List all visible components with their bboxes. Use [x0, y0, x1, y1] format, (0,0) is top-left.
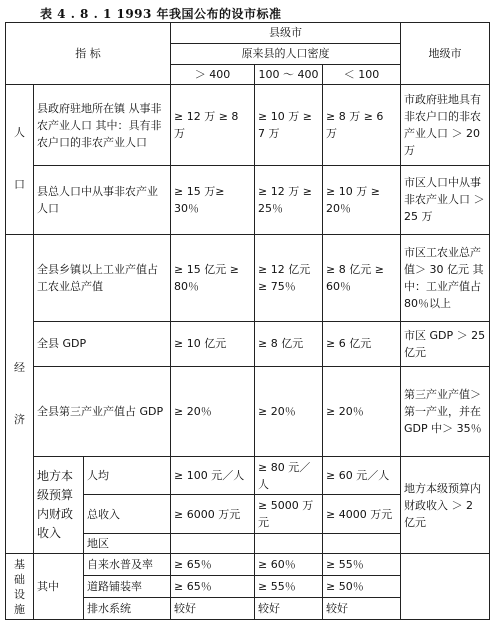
cell-col-2: ≥ 5000 万元: [255, 495, 323, 533]
cell-col-1: ≥ 6000 万元: [171, 495, 255, 533]
header-col-1: ＞ 400: [171, 64, 255, 85]
header-col-2: 100 ～ 400: [255, 64, 323, 85]
sub-label: 排水系统: [84, 598, 171, 620]
cell-col-3: ≥ 8 亿元 ≥ 60％: [323, 234, 401, 321]
row-label-infra: 其中: [34, 554, 84, 620]
cell-prefecture: 市区工农业总产值＞ 30 亿元 其中：工业产值占 80％以上: [401, 234, 490, 321]
header-indicator: 指 标: [6, 23, 171, 85]
cell-col-3: 较好: [323, 598, 401, 620]
row-label: 全县乡镇以上工业产值占工农业总产值: [34, 234, 171, 321]
table-title: 表 4 . 8 . 1 1993 年我国公布的设市标准: [40, 7, 282, 21]
header-prefecture-city: 地级市: [401, 23, 490, 85]
cell-col-2: ≥ 12 万 ≥ 25％: [255, 166, 323, 235]
row-label: 县总人口中从事非农产业人口: [34, 166, 171, 235]
cell-col-2: 较好: [255, 598, 323, 620]
cell-col-2: ≥ 55％: [255, 576, 323, 598]
cell-col-3: ≥ 50％: [323, 576, 401, 598]
table-row: [6, 456, 490, 494]
cell-col-3: ≥ 55％: [323, 554, 401, 576]
cell-col-1: ≥ 15 万≥ 30％: [171, 166, 255, 235]
cell-col-1: ≥ 65％: [171, 576, 255, 598]
group-population: 人 口: [6, 85, 34, 234]
cell-col-1: [171, 533, 255, 554]
cell-prefecture: 地方本级预算内财政收入 ＞ 2 亿元: [401, 456, 490, 554]
sub-label: 地区: [84, 533, 171, 554]
cell-col-2: ≥ 20％: [255, 366, 323, 456]
table-row: [6, 85, 490, 166]
cell-col-1: ≥ 12 万 ≥ 8 万: [171, 85, 255, 166]
cell-col-2: ≥ 10 万 ≥ 7 万: [255, 85, 323, 166]
cell-col-2: ≥ 80 元／人: [255, 456, 323, 494]
cell-col-1: ≥ 65％: [171, 554, 255, 576]
cell-prefecture: 第三产业产值＞第一产业，并在 GDP 中＞ 35％: [401, 366, 490, 456]
group-infrastructure: 基 础 设 施: [6, 554, 34, 620]
table-row: [6, 321, 490, 366]
cell-col-3: ≥ 20％: [323, 366, 401, 456]
cell-prefecture: 市区 GDP ＞ 25 亿元: [401, 321, 490, 366]
cell-prefecture: 市区人口中从事非农产业人口 ＞ 25 万: [401, 166, 490, 235]
cell-prefecture: 市政府驻地具有非农户口的非农产业人口 ＞ 20 万: [401, 85, 490, 166]
cell-col-2: ≥ 8 亿元: [255, 321, 323, 366]
row-label-budget: 地方本级预算内财政收入: [34, 456, 84, 554]
cell-col-3: ≥ 4000 万元: [323, 495, 401, 533]
city-standard-table: [5, 22, 490, 620]
row-label: 全县 GDP: [34, 321, 171, 366]
group-economy: 经 济: [6, 234, 34, 554]
cell-col-1: ≥ 100 元／人: [171, 456, 255, 494]
sub-label: 自来水普及率: [84, 554, 171, 576]
header-col-3: ＜ 100: [323, 64, 401, 85]
table-row: [6, 166, 490, 235]
sub-label: 道路铺装率: [84, 576, 171, 598]
cell-col-2: ≥ 60％: [255, 554, 323, 576]
cell-col-3: ≥ 6 亿元: [323, 321, 401, 366]
cell-col-3: ≥ 60 元／人: [323, 456, 401, 494]
row-label: 县政府驻地所在镇 从事非农产业人口 其中：具有非农户口的非农产业人口: [34, 85, 171, 166]
cell-col-1: 较好: [171, 598, 255, 620]
sub-label: 人均: [84, 456, 171, 494]
table-row: [6, 554, 490, 576]
cell-col-3: ≥ 8 万 ≥ 6 万: [323, 85, 401, 166]
header-density: 原来县的人口密度: [171, 43, 401, 64]
table-row: [6, 366, 490, 456]
cell-col-3: [323, 533, 401, 554]
cell-col-1: ≥ 20％: [171, 366, 255, 456]
cell-prefecture: [401, 554, 490, 620]
cell-col-1: ≥ 10 亿元: [171, 321, 255, 366]
sub-label: 总收入: [84, 495, 171, 533]
row-label: 全县第三产业产值占 GDP: [34, 366, 171, 456]
table-row: [6, 234, 490, 321]
header-county-city: 县级市: [171, 23, 401, 44]
header-row-1: [6, 23, 490, 44]
cell-col-3: ≥ 10 万 ≥ 20％: [323, 166, 401, 235]
cell-col-1: ≥ 15 亿元 ≥ 80％: [171, 234, 255, 321]
cell-col-2: [255, 533, 323, 554]
cell-col-2: ≥ 12 亿元 ≥ 75％: [255, 234, 323, 321]
